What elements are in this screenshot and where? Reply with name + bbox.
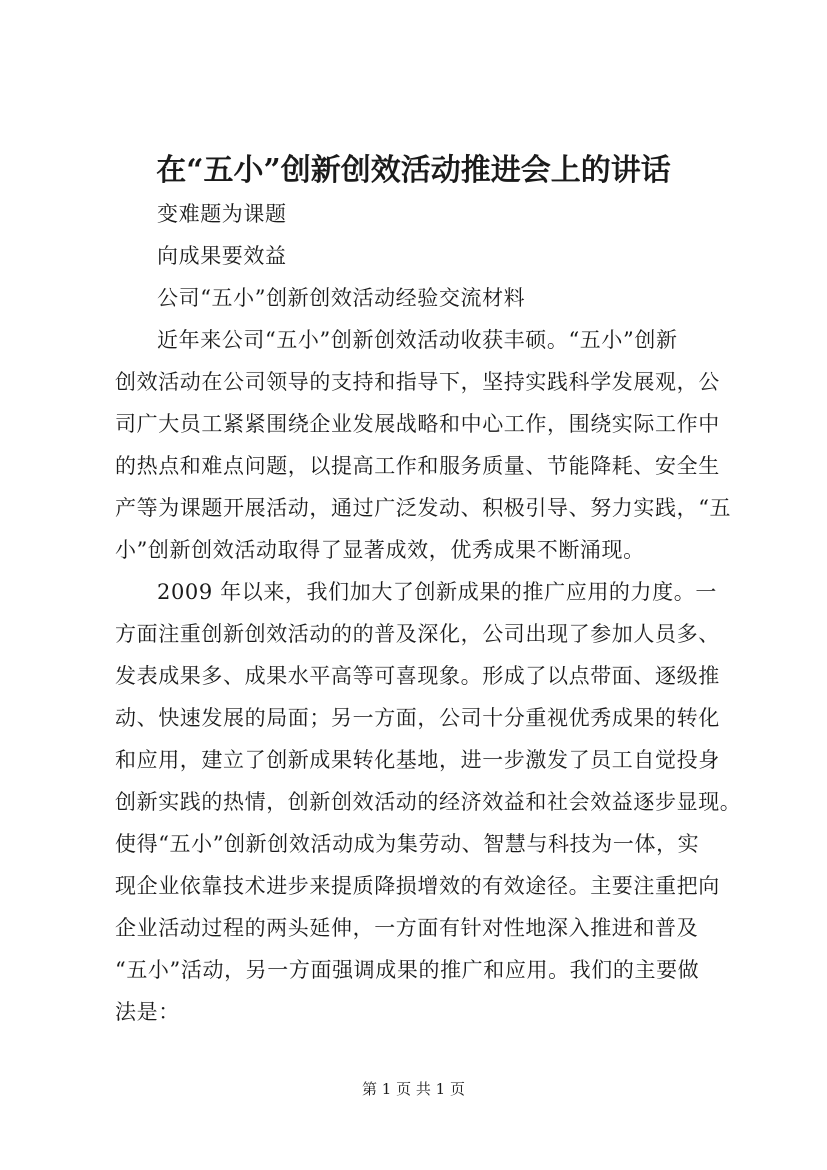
paragraph-line: 创效活动在公司领导的支持和指导下，坚持实践科学发展观，公	[115, 370, 720, 394]
subtitle-line: 向成果要效益	[157, 244, 287, 268]
paragraph-line: 和应用，建立了创新成果转化基地，进一步激发了员工自觉投身	[115, 748, 720, 772]
paragraph-line: 法是：	[115, 1000, 180, 1024]
document-title: 在“五小”创新创效活动推进会上的讲话	[156, 153, 671, 188]
paragraph-line: 产等为课题开展活动，通过广泛发动、积极引导、努力实践，“五	[115, 496, 732, 520]
paragraph-line: 企业活动过程的两头延伸，一方面有针对性地深入推进和普及	[115, 916, 699, 940]
subtitle-line: 公司“五小”创新创效活动经验交流材料	[157, 286, 526, 310]
paragraph-line: 小”创新创效活动取得了显著成效，优秀成果不断涌现。	[115, 538, 645, 562]
paragraph-line: 近年来公司“五小”创新创效活动收获丰硕。“五小”创新	[157, 328, 678, 352]
paragraph-line: 动、快速发展的局面；另一方面，公司十分重视优秀成果的转化	[115, 706, 720, 730]
subtitle-line: 变难题为课题	[157, 202, 287, 226]
paragraph-line: 创新实践的热情，创新创效活动的经济效益和社会效益逐步显现。	[115, 790, 742, 814]
page-footer: 第 1 页 共 1 页	[362, 1080, 465, 1098]
paragraph-line: 的热点和难点问题，以提高工作和服务质量、节能降耗、安全生	[115, 454, 720, 478]
paragraph-line: 使得“五小”创新创效活动成为集劳动、智慧与科技为一体，实	[115, 832, 700, 856]
paragraph-line: 方面注重创新创效活动的的普及深化，公司出现了参加人员多、	[115, 622, 720, 646]
paragraph-line: 发表成果多、成果水平高等可喜现象。形成了以点带面、逐级推	[115, 664, 720, 688]
paragraph-line: 2009 年以来，我们加大了创新成果的推广应用的力度。一	[157, 580, 717, 604]
paragraph-line: 司广大员工紧紧围绕企业发展战略和中心工作，围绕实际工作中	[115, 412, 720, 436]
paragraph-line: 现企业依靠技术进步来提质降损增效的有效途径。主要注重把向	[115, 874, 720, 898]
paragraph-line: “五小”活动，另一方面强调成果的推广和应用。我们的主要做	[115, 958, 700, 982]
